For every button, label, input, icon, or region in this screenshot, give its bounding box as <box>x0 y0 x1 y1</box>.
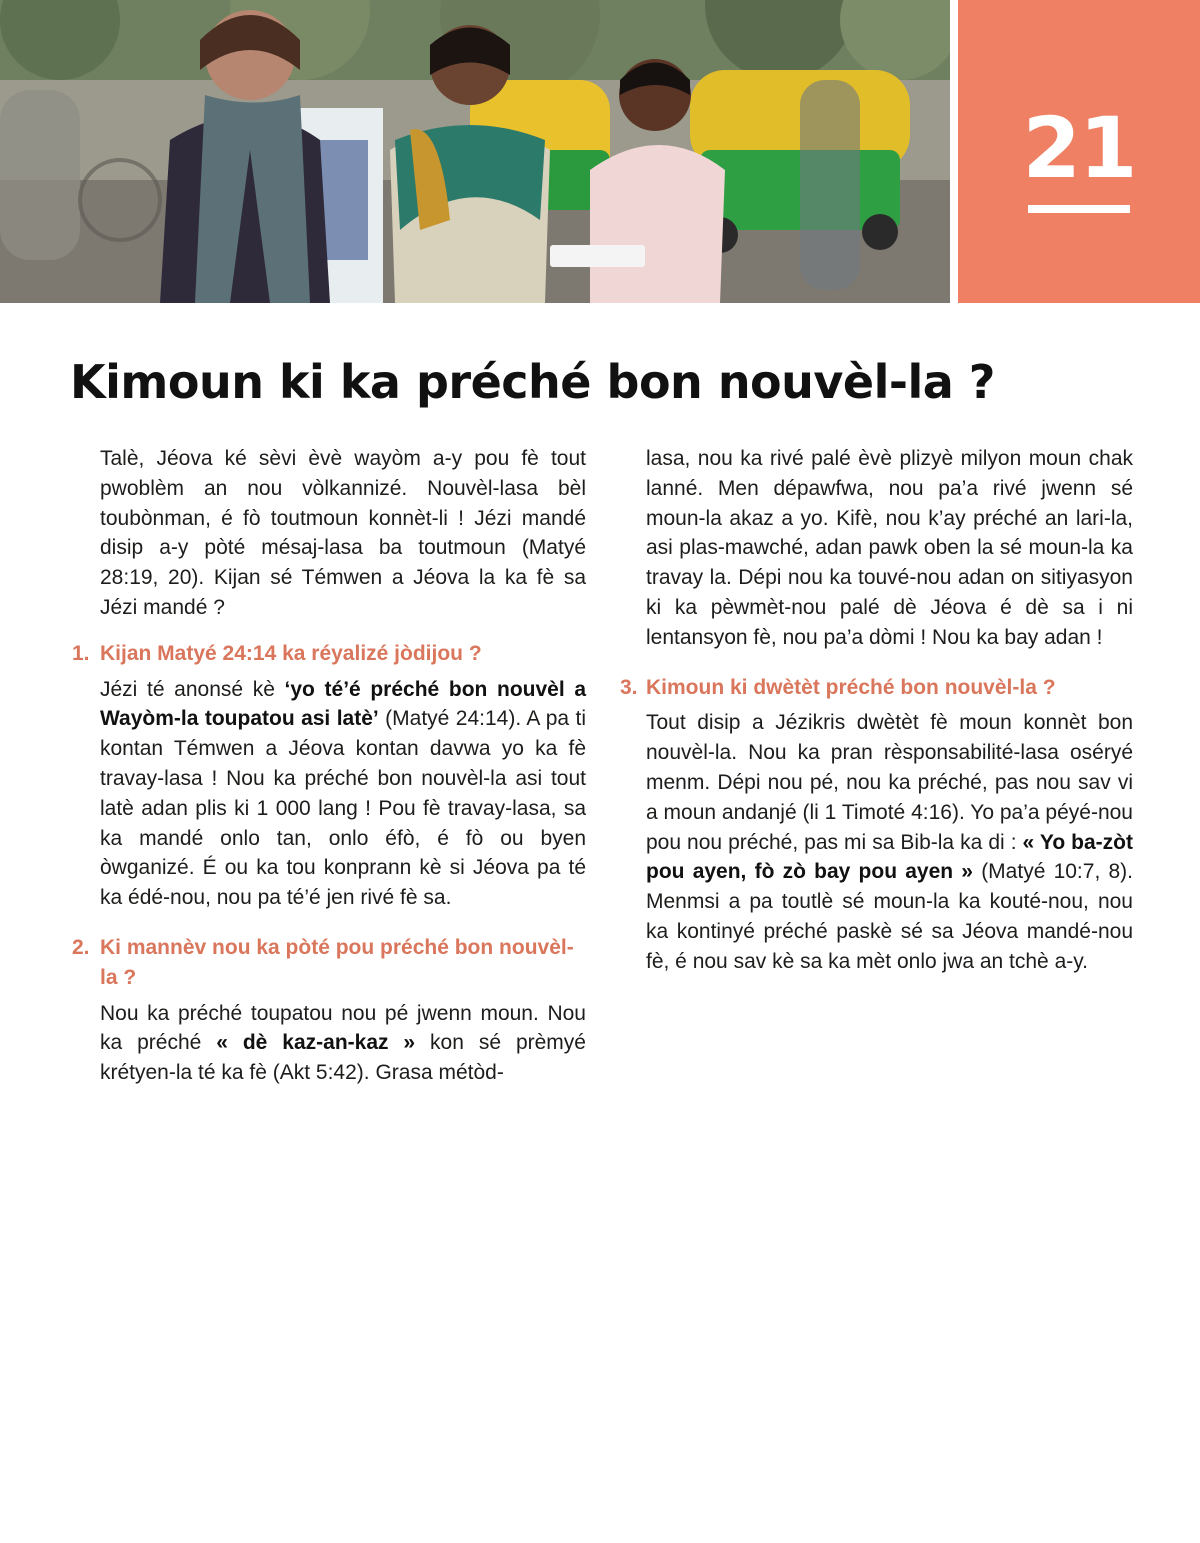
chapter-badge <box>958 0 1200 303</box>
question-2-number: 2. <box>72 935 90 959</box>
answer-1-emphasis: ‘yo té’é préché bon nouvèl a Wayòm-la toupatou asi latè’ <box>100 677 586 731</box>
answer-2-continued: lasa, nou ka rivé palé èvè plizyè milyon moun chak lanné. Men dépawfwa, nou pa’a rivé jwenn sé moun-la akaz a yo. Kifè, nou k’ay préché an lari-la, asi plas-mawché, adan pawk oben la sé moun-la ka travay la. Dépi nou ka touvé-nou adan on sitiyasyon ki ka pèwmèt-nou palé dè Jéova é dè sa i ni lentansyon fè, nou pa’a dòmi ! Nou ka bay adan ! <box>646 447 1133 649</box>
answer-2-text-b: kon sé prèmyé krétyen-la té ka fè (Akt 5:42). Grasa métòd- <box>100 1031 586 1085</box>
answer-2-text-a: Nou ka préché toupatou nou pé jwenn moun. Nou ka préché <box>100 1001 586 1055</box>
answer-1-text-b: (Matyé 24:14). A pa ti kontan Témwen a Jéova kontan davwa yo ka fè travay-lasa ! Nou ka préché bon nouvèl-la asi tout latè adan plis ki 1 000 lang ! Pou fè travay-lasa, sa ka mandé onlo tan, onlo éfò, é fò ou byen òwganizé. É ou ka tou konprann kè si Jéova pa té ka édé-nou, nou pa té’é jen rivé fè sa. <box>100 707 587 910</box>
answer-2-paragraph <box>70 999 586 1088</box>
intro-paragraph: Talè, Jéova ké sèvi èvè wayòm a-y pou fè tout pwoblèm an nou vòlkannizé. Nouvèl-lasa bèl toubònman, é fò toutmoun konnèt-li ! Jézi mandé disip a-y pòté mésaj-lasa ba toutmoun (Matyé 28:19, 20). Kijan sé Témwen a Jéova la ka fè sa Jézi mandé ? <box>100 447 586 619</box>
answer-3-text-b: (Matyé 10:7, 8). Menmsi a pa toutlè sé moun-la ka kouté-nou, nou ka kontinyé préché paskè sé sa Jéova mandé-nou fè, é nou sav kè sa ka mèt onlo jwa an tchè a-y. <box>646 860 1133 973</box>
question-3-text: Kimoun ki dwètèt préché bon nouvèl-la ? <box>646 675 1056 699</box>
question-1 <box>70 639 586 669</box>
answer-1-paragraph <box>70 675 586 913</box>
right-column <box>620 444 1133 977</box>
chapter-underline <box>1028 205 1130 213</box>
question-1-text: Kijan Matyé 24:14 ka réyalizé jòdijou ? <box>100 641 482 665</box>
question-3 <box>620 673 1133 703</box>
answer-1-text-a: Jézi té anonsé kè <box>100 677 285 701</box>
street-preaching-photo-icon <box>0 0 950 303</box>
header-photo <box>0 0 950 303</box>
question-1-number: 1. <box>72 641 90 665</box>
header-gutter <box>950 0 958 303</box>
answer-3-emphasis: « Yo ba-zòt pou ayen, fò zò bay pou ayen » <box>646 830 1133 884</box>
answer-3-paragraph <box>620 708 1133 976</box>
answer-3-text-a: Tout disip a Jézikris dwètèt fè moun konnèt bon nouvèl-la. Nou ka pran rèsponsabilité-lasa oséryé menm. Dépi nou pé, nou ka préché, pas nou sav vi a moun andanjé (li 1 Timoté 4:16). Yo pa’a péyé-nou pou nou préché, pas mi sa Bib-la ka di : <box>646 711 1133 854</box>
question-2 <box>70 933 586 993</box>
chapter-number: 21 <box>1022 99 1136 197</box>
question-2-text: Ki mannèv nou ka pòté pou préché bon nouvèl-la ? <box>100 935 574 989</box>
left-column <box>70 444 586 1088</box>
question-3-number: 3. <box>620 675 638 699</box>
answer-2-emphasis: « dè kaz-an-kaz » <box>216 1031 416 1055</box>
page-title: Kimoun ki ka préché bon nouvèl-la ? <box>70 355 995 409</box>
